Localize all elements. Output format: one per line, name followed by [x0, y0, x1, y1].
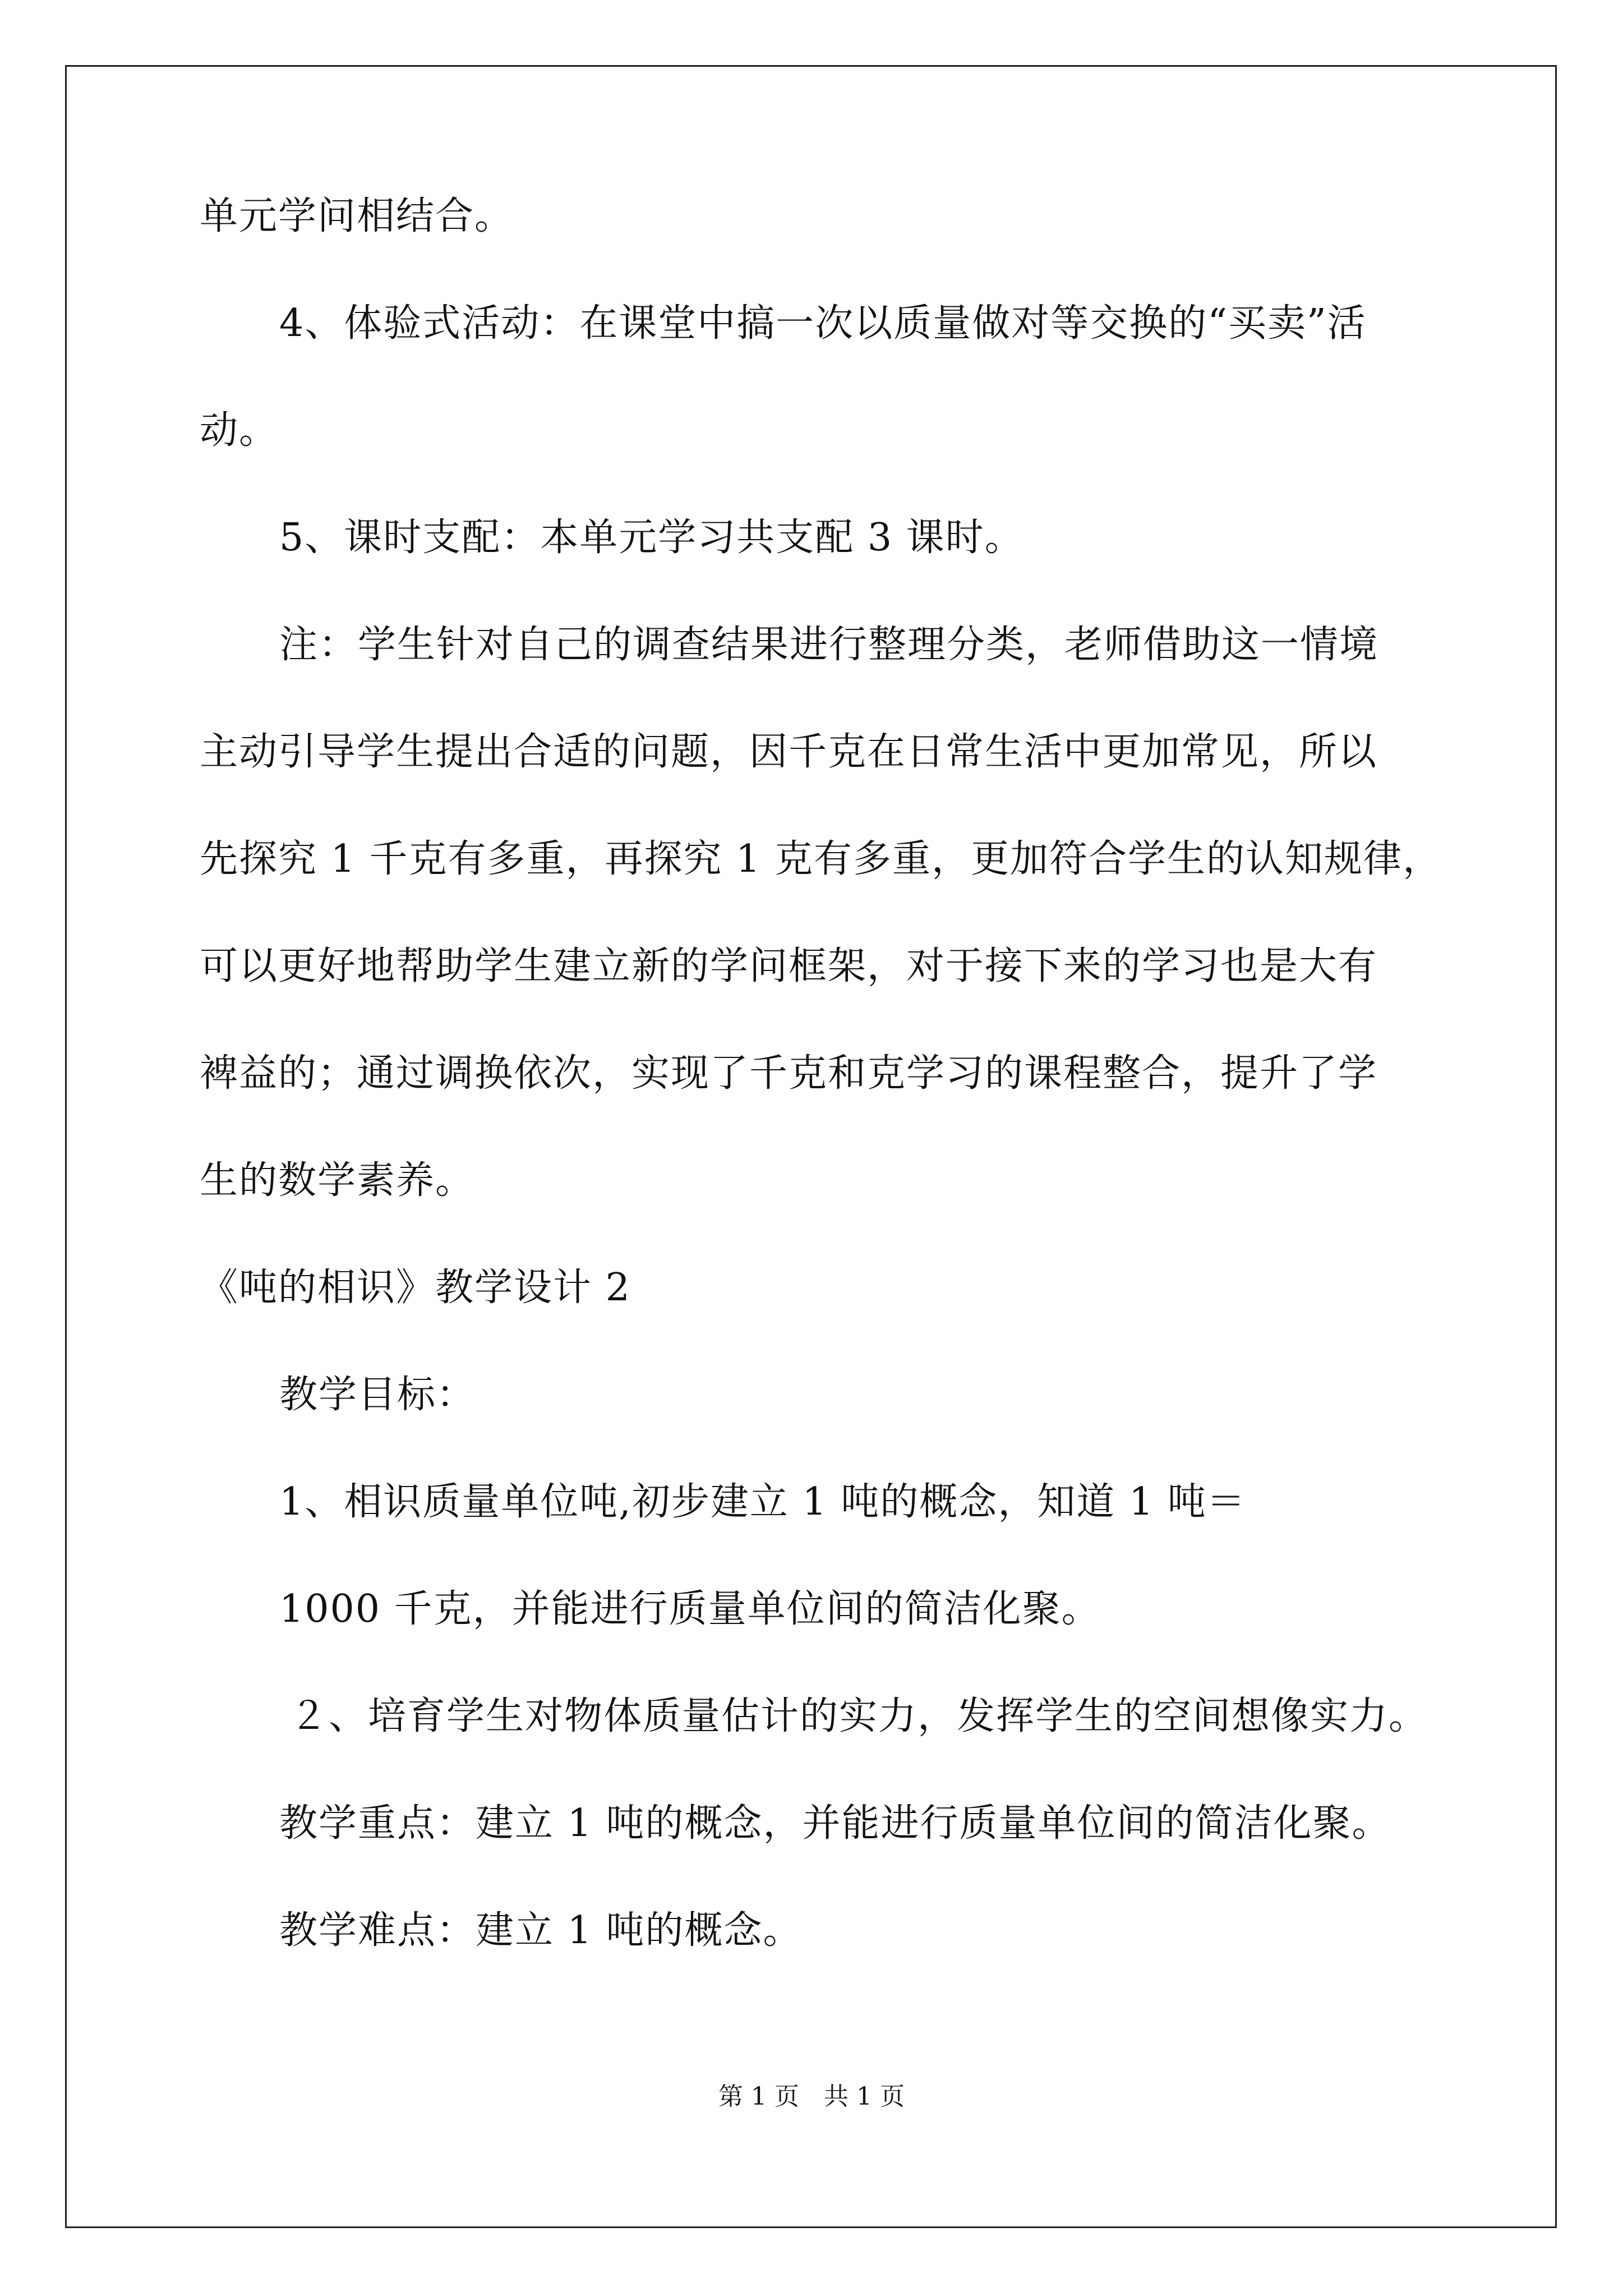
paragraph-line: 教学目标：: [279, 1373, 476, 1417]
paragraph-line: 先探究 1 千克有多重，再探究 1 克有多重，更加符合学生的认知规律，: [200, 837, 1442, 881]
paragraph-line: 可以更好地帮助学生建立新的学问框架，对于接下来的学习也是大有: [200, 944, 1378, 988]
document-body: [200, 191, 1442, 2012]
paragraph-line: 教学难点：建立 1 吨的概念。: [279, 1908, 803, 1953]
page-number: 第 1 页 共 1 页: [718, 2082, 905, 2111]
section-heading: 《吨的相识》教学设计 2: [200, 1266, 631, 1310]
paragraph-line: 5、课时支配：本单元学习共支配 3 课时。: [279, 516, 1024, 560]
paragraph-line: 生的数学素养。: [200, 1158, 475, 1203]
paragraph-line: 注：学生针对自己的调查结果进行整理分类，老师借助这一情境: [279, 623, 1379, 667]
paragraph-line: 动。: [200, 408, 279, 453]
paragraph-line: 1、相识质量单位吨,初步建立 1 吨的概念，知道 1 吨＝: [279, 1480, 1246, 1524]
paragraph-line: 4、体验式活动：在课堂中搞一次以质量做对等交换的“买卖”活: [279, 301, 1367, 346]
paragraph-line: ２、培育学生对物体质量估计的实力，发挥学生的空间想像实力。: [289, 1694, 1428, 1738]
paragraph-line: 单元学问相结合。: [200, 194, 514, 238]
paragraph-line: 教学重点：建立 1 吨的概念，并能进行质量单位间的简洁化聚。: [279, 1801, 1391, 1846]
paragraph-line: 1000 千克，并能进行质量单位间的简洁化聚。: [279, 1587, 1101, 1631]
paragraph-line: 主动引导学生提出合适的问题，因千克在日常生活中更加常见，所以: [200, 730, 1378, 774]
paragraph-line: 裨益的；通过调换依次，实现了千克和克学习的课程整合，提升了学: [200, 1051, 1378, 1096]
